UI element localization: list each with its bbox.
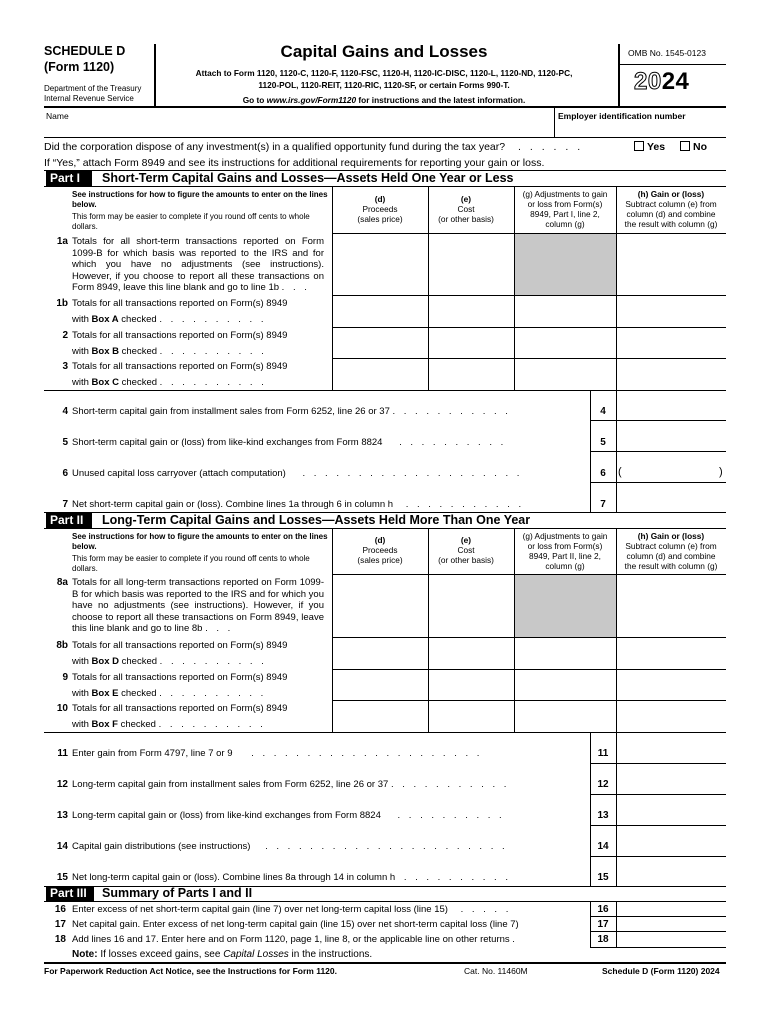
line-4-box-number: 4 bbox=[600, 406, 606, 417]
tax-year-bold: 24 bbox=[661, 68, 690, 95]
line-2-desc: Totals for all transactions reported on Form(s) 8949 bbox=[72, 330, 288, 341]
header-bottom-rule bbox=[44, 106, 726, 108]
tax-year bbox=[634, 68, 689, 96]
attach-line2: 1120-POL, 1120-REIT, 1120-RIC, 1120-SF, or certain Forms 990-T. bbox=[258, 80, 510, 90]
line-6-close-paren: ) bbox=[719, 466, 723, 478]
line-9-box: Box E bbox=[91, 687, 119, 699]
part2-col-d-letter: (d) bbox=[374, 535, 386, 545]
line-9-text bbox=[72, 672, 328, 699]
part1-instr-bold: See instructions for how to figure the amounts to enter on the lines below. bbox=[72, 190, 328, 209]
qof-no-label: No bbox=[693, 141, 707, 153]
line-10-box: Box F bbox=[91, 718, 118, 730]
goto-prefix: Go to bbox=[242, 95, 267, 105]
line-11-box-number: 11 bbox=[597, 748, 609, 759]
line-2-col-e-input[interactable] bbox=[429, 328, 514, 358]
line-10-text bbox=[72, 703, 328, 730]
part1-col-h-header bbox=[616, 189, 726, 229]
line-8b-text bbox=[72, 640, 328, 667]
line-1a-text bbox=[72, 236, 324, 294]
line-18-bottom bbox=[590, 947, 726, 948]
line-3-desc: Totals for all transactions reported on Form(s) 8949 bbox=[72, 361, 288, 372]
losses-note bbox=[72, 949, 372, 961]
part2-row10-bottom bbox=[44, 732, 726, 733]
part2-col-g-header bbox=[514, 531, 616, 571]
footer-rule bbox=[44, 962, 726, 964]
line-10-box-post: checked bbox=[117, 718, 156, 730]
line-14-input[interactable] bbox=[617, 827, 726, 855]
omb-divider bbox=[620, 64, 726, 65]
part1-col-e-l1: Cost bbox=[457, 204, 475, 214]
line-8b-box-row bbox=[72, 656, 328, 668]
line-15-text bbox=[72, 872, 511, 884]
line-13-bottom bbox=[590, 825, 726, 826]
line-5-dots: . . . . . . . . . . bbox=[399, 437, 507, 448]
line-13-desc: Long-term capital gain or (loss) from like-kind exchanges from Form 8824 bbox=[72, 810, 381, 821]
part1-col-e-header bbox=[428, 194, 504, 224]
line-7-dots: . . . . . . . . . . . bbox=[405, 499, 525, 510]
qof-yes-option[interactable] bbox=[634, 141, 665, 153]
omb-number: OMB No. 1545-0123 bbox=[628, 48, 706, 58]
line-11-text bbox=[72, 748, 482, 760]
part2-label: Part II bbox=[46, 513, 92, 528]
part1-col-h-l4: the result with column (g) bbox=[624, 219, 718, 229]
line-11-dots: . . . . . . . . . . . . . . . . . . . . . bbox=[251, 748, 483, 759]
line-8a-desc: Totals for all long-term transactions reported on Form 1099-B for which basis was reported to the IRS and for which you have no adjustments (see instructions). However, if you choose to report all these transactions on Form 8949, leave this line blank and go to line 8b bbox=[72, 577, 324, 634]
qof-no-checkbox[interactable] bbox=[680, 141, 690, 151]
tax-year-outline: 20 bbox=[634, 68, 662, 95]
line-7-desc: Net short-term capital gain or (loss). Combine lines 1a through 6 in column h bbox=[72, 499, 394, 510]
part2-instructions bbox=[72, 532, 330, 573]
part2-title: Long-Term Capital Gains and Losses—Assets Held More Than One Year bbox=[102, 513, 531, 527]
part2-title-bottom bbox=[44, 528, 726, 529]
line-10-col-g-input[interactable] bbox=[515, 701, 616, 732]
line-5-desc: Short-term capital gain or (loss) from like-kind exchanges from Form 8824 bbox=[72, 437, 383, 448]
name-label: Name bbox=[46, 111, 69, 121]
line-1b-col-g-input[interactable] bbox=[515, 296, 616, 327]
part1-col-d-l1: Proceeds bbox=[362, 204, 398, 214]
line-14-box-number: 14 bbox=[597, 841, 609, 852]
part2-col-d-l1: Proceeds bbox=[362, 545, 398, 555]
line-9-dots: . . . . . . . . . . bbox=[159, 687, 267, 699]
line-5-bottom bbox=[590, 451, 726, 452]
part1-col-d-header bbox=[346, 194, 414, 224]
line-16-box-number: 16 bbox=[597, 904, 609, 915]
line-5-box-number: 5 bbox=[600, 437, 606, 448]
line-14-bottom bbox=[590, 856, 726, 857]
part2-col-g-l2: or loss from Form(s) bbox=[527, 541, 603, 551]
line-17-number: 17 bbox=[54, 919, 66, 930]
part2-col-e-header bbox=[428, 535, 504, 565]
line-10-box-pre: with bbox=[72, 718, 92, 730]
line-15-input[interactable] bbox=[617, 858, 726, 886]
note-pre: If losses exceed gains, see bbox=[97, 949, 224, 960]
line-1b-box-row bbox=[72, 314, 328, 326]
line-14-desc: Capital gain distributions (see instructions) bbox=[72, 841, 251, 852]
line-15-number: 15 bbox=[56, 872, 68, 883]
line-3-dots: . . . . . . . . . . bbox=[159, 376, 267, 388]
line-3-text bbox=[72, 361, 328, 388]
part1-col-h-l3: column (d) and combine bbox=[626, 209, 716, 219]
part2-col-g-l3: 8949, Part II, line 2, bbox=[529, 551, 601, 561]
note-italic: Capital Losses bbox=[223, 949, 289, 960]
part2-col-h-l4: the result with column (g) bbox=[624, 561, 718, 571]
line-1b-desc: Totals for all transactions reported on Form(s) 8949 bbox=[72, 298, 288, 309]
line-9-col-d-input[interactable] bbox=[333, 670, 428, 700]
line-9-col-e-input[interactable] bbox=[429, 670, 514, 700]
part2-line8a-col-g-shaded bbox=[515, 575, 616, 637]
line-16-desc: Enter excess of net short-term capital gain (line 7) over net long-term capital loss (line 15) bbox=[72, 904, 448, 915]
goto-url[interactable]: www.irs.gov/Form1120 bbox=[266, 95, 357, 105]
part2-col-h-l2: Subtract column (e) from bbox=[625, 541, 717, 551]
ein-divider bbox=[554, 107, 555, 137]
line-8b-number: 8b bbox=[56, 640, 68, 651]
line-2-col-g-input[interactable] bbox=[515, 328, 616, 358]
line-1b-text bbox=[72, 298, 328, 325]
line-8b-box: Box D bbox=[91, 655, 119, 667]
qof-dots: . . . . . . bbox=[518, 141, 584, 153]
part1-col-g-l3: 8949, Part I, line 2, bbox=[530, 209, 600, 219]
line-3-col-g-input[interactable] bbox=[515, 359, 616, 390]
line-1b-number: 1b bbox=[56, 298, 68, 309]
line-10-dots: . . . . . . . . . . bbox=[158, 718, 266, 730]
line-1b-col-e-input[interactable] bbox=[429, 296, 514, 327]
name-field[interactable] bbox=[44, 120, 554, 136]
part1-col-e-letter: (e) bbox=[460, 194, 472, 204]
line-1b-box: Box A bbox=[91, 313, 119, 325]
line-9-col-h-input[interactable] bbox=[617, 670, 726, 700]
goto-line bbox=[154, 95, 614, 105]
line-8b-dots: . . . . . . . . . . bbox=[159, 655, 267, 667]
line-8b-col-d-input[interactable] bbox=[333, 638, 428, 669]
line-3-col-e-input[interactable] bbox=[429, 359, 514, 390]
line-10-box-row bbox=[72, 719, 328, 731]
line-4-bottom bbox=[590, 420, 726, 421]
part1-col-h-l1: (h) Gain or (loss) bbox=[637, 189, 705, 199]
part1-row3-bottom bbox=[44, 390, 726, 391]
line-1a-dots: . . . bbox=[281, 282, 310, 293]
line-10-col-h-input[interactable] bbox=[617, 701, 726, 732]
ein-label: Employer identification number bbox=[558, 111, 686, 121]
line-9-number: 9 bbox=[62, 672, 68, 683]
line-14-dots: . . . . . . . . . . . . . . . . . . . . . . bbox=[265, 841, 508, 852]
line-10-col-d-input[interactable] bbox=[333, 701, 428, 732]
line-9-col-g-input[interactable] bbox=[515, 670, 616, 700]
part1-instructions bbox=[72, 190, 330, 231]
qof-no-option[interactable] bbox=[680, 141, 707, 153]
line-9-desc: Totals for all transactions reported on Form(s) 8949 bbox=[72, 672, 288, 683]
line-3-box-row bbox=[72, 377, 328, 389]
line-7-box-number: 7 bbox=[600, 499, 606, 510]
line-8b-box-post: checked bbox=[119, 655, 158, 667]
line-4-number: 4 bbox=[62, 406, 68, 417]
line-6-open-paren: ( bbox=[618, 466, 622, 478]
part1-title: Short-Term Capital Gains and Losses—Assets Held One Year or Less bbox=[102, 171, 514, 185]
line-8b-col-e-input[interactable] bbox=[429, 638, 514, 669]
part2-col-h-l3: column (d) and combine bbox=[626, 551, 716, 561]
line-16-text bbox=[72, 904, 511, 916]
line-1a-desc: Totals for all short-term transactions reported on Form 1099-B for which basis was reported to the IRS and for which you have no adjustments (see instructions). However, if you choose to report all these transactions on Form 8949, leave this line blank and go to line 1b bbox=[72, 236, 324, 293]
line-11-bottom bbox=[590, 763, 726, 764]
line-6-number: 6 bbox=[62, 468, 68, 479]
line-1b-col-d-input[interactable] bbox=[333, 296, 428, 327]
part2-instr-note: This form may be easier to complete if you round off cents to whole dollars. bbox=[72, 554, 310, 573]
line-2-box-post: checked bbox=[119, 345, 158, 357]
line-13-dots: . . . . . . . . . . bbox=[397, 810, 505, 821]
line-1b-box-post: checked bbox=[118, 313, 157, 325]
note-post: in the instructions. bbox=[288, 949, 373, 960]
line-3-box-pre: with bbox=[72, 376, 92, 388]
line-4-input[interactable] bbox=[617, 392, 726, 420]
line-6-box-number: 6 bbox=[600, 468, 606, 479]
line-8b-col-h-input[interactable] bbox=[617, 638, 726, 669]
line-13-input[interactable] bbox=[617, 796, 726, 824]
part2-col-g-l1: (g) Adjustments to gain bbox=[522, 531, 608, 541]
part3-label: Part III bbox=[46, 886, 94, 901]
line-12-text bbox=[72, 779, 509, 791]
line-15-dots: . . . . . . . . . . bbox=[403, 872, 511, 883]
line-15-box-number: 15 bbox=[597, 872, 609, 883]
part1-col-d-letter: (d) bbox=[374, 194, 386, 204]
line-16-input[interactable] bbox=[617, 902, 726, 916]
line-6-bottom bbox=[590, 482, 726, 483]
line-2-col-h-input[interactable] bbox=[617, 328, 726, 358]
part2-instr-bold: See instructions for how to figure the amounts to enter on the lines below. bbox=[72, 532, 328, 551]
qof-question: Did the corporation dispose of any investment(s) in a qualified opportunity fund during the tax year? bbox=[44, 141, 506, 153]
line-2-dots: . . . . . . . . . . bbox=[159, 345, 267, 357]
line-18-box-number: 18 bbox=[597, 934, 609, 945]
header-divider-right bbox=[618, 44, 620, 106]
line-8b-box-pre: with bbox=[72, 655, 92, 667]
line-3-box-post: checked bbox=[119, 376, 158, 388]
part1-col-g-header bbox=[514, 189, 616, 229]
line-8a-number: 8a bbox=[56, 577, 68, 588]
line-11-input[interactable] bbox=[617, 734, 726, 762]
line-6-dots: . . . . . . . . . . . . . . . . . . . . bbox=[302, 468, 523, 479]
part1-col-d-l2: (sales price) bbox=[357, 214, 403, 224]
line-8a-text bbox=[72, 577, 324, 635]
line-11-number: 11 bbox=[57, 748, 68, 759]
line-12-desc: Long-term capital gain from installment sales from Form 6252, line 26 or 37 bbox=[72, 779, 389, 790]
line-8b-col-g-input[interactable] bbox=[515, 638, 616, 669]
line-1a-number: 1a bbox=[56, 236, 68, 247]
part3-title: Summary of Parts I and II bbox=[102, 886, 253, 900]
part1-col-g-l1: (g) Adjustments to gain bbox=[522, 189, 608, 199]
paperwork-notice: For Paperwork Reduction Act Notice, see the Instructions for Form 1120. bbox=[44, 966, 338, 976]
line-1a-col-h-input[interactable] bbox=[617, 234, 726, 295]
qof-yes-checkbox[interactable] bbox=[634, 141, 644, 151]
line-1a-col-d-input[interactable] bbox=[333, 234, 428, 295]
line-8a-col-e-input[interactable] bbox=[429, 575, 514, 637]
part2-col-h-l1: (h) Gain or (loss) bbox=[637, 531, 705, 541]
note-label: Note: bbox=[72, 949, 98, 960]
part2-col-e-letter: (e) bbox=[460, 535, 472, 545]
line-7-number: 7 bbox=[62, 499, 68, 510]
line-5-number: 5 bbox=[62, 437, 68, 448]
catalog-number: Cat. No. 11460M bbox=[464, 966, 528, 976]
line-16-dots: . . . . . bbox=[460, 904, 512, 915]
line-2-box-row bbox=[72, 346, 328, 358]
name-row-bottom bbox=[44, 137, 726, 138]
line-3-col-h-input[interactable] bbox=[617, 359, 726, 390]
line-1b-col-h-input[interactable] bbox=[617, 296, 726, 327]
line-14-number: 14 bbox=[56, 841, 68, 852]
schedule-name: SCHEDULE D bbox=[44, 44, 126, 58]
line-4-dots: . . . . . . . . . . . bbox=[392, 406, 511, 417]
line-1a-col-e-input[interactable] bbox=[429, 234, 514, 295]
line-11-desc: Enter gain from Form 4797, line 7 or 9 bbox=[72, 748, 233, 759]
line-13-text bbox=[72, 810, 505, 822]
line-3-box: Box C bbox=[91, 376, 119, 388]
part2-col-e-l1: Cost bbox=[457, 545, 475, 555]
line-7-text bbox=[72, 499, 524, 511]
part2-col-g-l4: column (g) bbox=[545, 561, 585, 571]
part2-col-d-l2: (sales price) bbox=[357, 555, 403, 565]
part1-col-h-l2: Subtract column (e) from bbox=[625, 199, 717, 209]
dept-line2: Internal Revenue Service bbox=[44, 94, 134, 103]
part1-col-g-l2: or loss from Form(s) bbox=[527, 199, 603, 209]
line-12-box-number: 12 bbox=[597, 779, 609, 790]
line-8a-col-h-input[interactable] bbox=[617, 575, 726, 637]
part1-col-g-l4: column (g) bbox=[545, 219, 585, 229]
line-18-dot: . bbox=[512, 934, 515, 945]
line-9-box-row bbox=[72, 688, 328, 700]
qof-yes-label: Yes bbox=[647, 141, 666, 153]
line-1b-dots: . . . . . . . . . . bbox=[159, 313, 267, 325]
line-2-col-d-input[interactable] bbox=[333, 328, 428, 358]
form-title: Capital Gains and Losses bbox=[280, 42, 488, 61]
part1-label: Part I bbox=[46, 171, 92, 186]
part2-col-e-l2: (or other basis) bbox=[438, 555, 494, 565]
line-2-number: 2 bbox=[62, 330, 68, 341]
line-8a-col-d-input[interactable] bbox=[333, 575, 428, 637]
line-12-bottom bbox=[590, 794, 726, 795]
line-14-text bbox=[72, 841, 508, 853]
line-5-input[interactable] bbox=[617, 422, 726, 450]
line-4-text bbox=[72, 406, 511, 418]
line-2-text bbox=[72, 330, 328, 357]
line-10-desc: Totals for all transactions reported on Form(s) 8949 bbox=[72, 703, 288, 714]
line-17-input[interactable] bbox=[617, 917, 726, 931]
line-15-desc: Net long-term capital gain or (loss). Combine lines 8a through 14 in column h bbox=[72, 872, 396, 883]
line-13-box-number: 13 bbox=[597, 810, 609, 821]
qof-followup: If “Yes,” attach Form 8949 and see its instructions for additional requirements for reporting your gain or loss. bbox=[44, 157, 545, 169]
part1-line1a-col-g-shaded bbox=[515, 234, 616, 295]
line-3-number: 3 bbox=[62, 361, 68, 372]
line-6-input[interactable] bbox=[626, 454, 718, 482]
part1-instr-note: This form may be easier to complete if you round off cents to whole dollars. bbox=[72, 212, 310, 231]
part1-col-e-l2: (or other basis) bbox=[438, 214, 494, 224]
line-8a-dots: . . . bbox=[205, 623, 234, 634]
form-number: (Form 1120) bbox=[44, 60, 115, 74]
line-18-text bbox=[72, 934, 515, 946]
qof-question-row bbox=[44, 141, 728, 153]
header-divider-left bbox=[154, 44, 156, 106]
line-2-box-pre: with bbox=[72, 345, 92, 357]
line-17-text: Net capital gain. Enter excess of net long-term capital gain (line 15) over net short-term capital loss (line 7) bbox=[72, 919, 519, 930]
line-9-box-post: checked bbox=[118, 687, 157, 699]
form-header bbox=[44, 44, 728, 106]
goto-suffix: for instructions and the latest information. bbox=[356, 95, 526, 105]
ein-field[interactable] bbox=[556, 120, 726, 136]
line-13-number: 13 bbox=[56, 810, 68, 821]
line-1b-box-pre: with bbox=[72, 313, 92, 325]
attach-line1: Attach to Form 1120, 1120-C, 1120-F, 1120-FSC, 1120-H, 1120-IC-DISC, 1120-L, 1120-ND, 1120-PC, bbox=[195, 68, 573, 78]
line-18-number: 18 bbox=[54, 934, 66, 945]
line-8b-desc: Totals for all transactions reported on Form(s) 8949 bbox=[72, 640, 288, 651]
line-2-box: Box B bbox=[91, 345, 119, 357]
line-12-input[interactable] bbox=[617, 765, 726, 793]
line-9-box-pre: with bbox=[72, 687, 92, 699]
part1-title-bottom bbox=[44, 186, 726, 187]
line-17-box-number: 17 bbox=[597, 919, 609, 930]
line-10-number: 10 bbox=[56, 703, 68, 714]
line-3-col-d-input[interactable] bbox=[333, 359, 428, 390]
line-12-dots: . . . . . . . . . . . bbox=[390, 779, 510, 790]
line-18-desc: Add lines 16 and 17. Enter here and on Form 1120, page 1, line 8, or the applicable line on other returns bbox=[72, 934, 510, 945]
line-18-input[interactable] bbox=[617, 932, 726, 946]
line-5-text bbox=[72, 437, 506, 449]
dept-line1: Department of the Treasury bbox=[44, 84, 142, 93]
line-10-col-e-input[interactable] bbox=[429, 701, 514, 732]
line-6-desc: Unused capital loss carryover (attach computation) bbox=[72, 468, 286, 479]
line-12-number: 12 bbox=[56, 779, 68, 790]
line-16-number: 16 bbox=[54, 904, 66, 915]
line-6-text bbox=[72, 468, 522, 480]
footer-form-id: Schedule D (Form 1120) 2024 bbox=[602, 966, 720, 976]
line-7-input[interactable] bbox=[617, 484, 726, 512]
line-4-desc: Short-term capital gain from installment sales from Form 6252, line 26 or 37 bbox=[72, 406, 390, 417]
part2-col-h-header bbox=[616, 531, 726, 571]
part2-col-d-header bbox=[346, 535, 414, 565]
